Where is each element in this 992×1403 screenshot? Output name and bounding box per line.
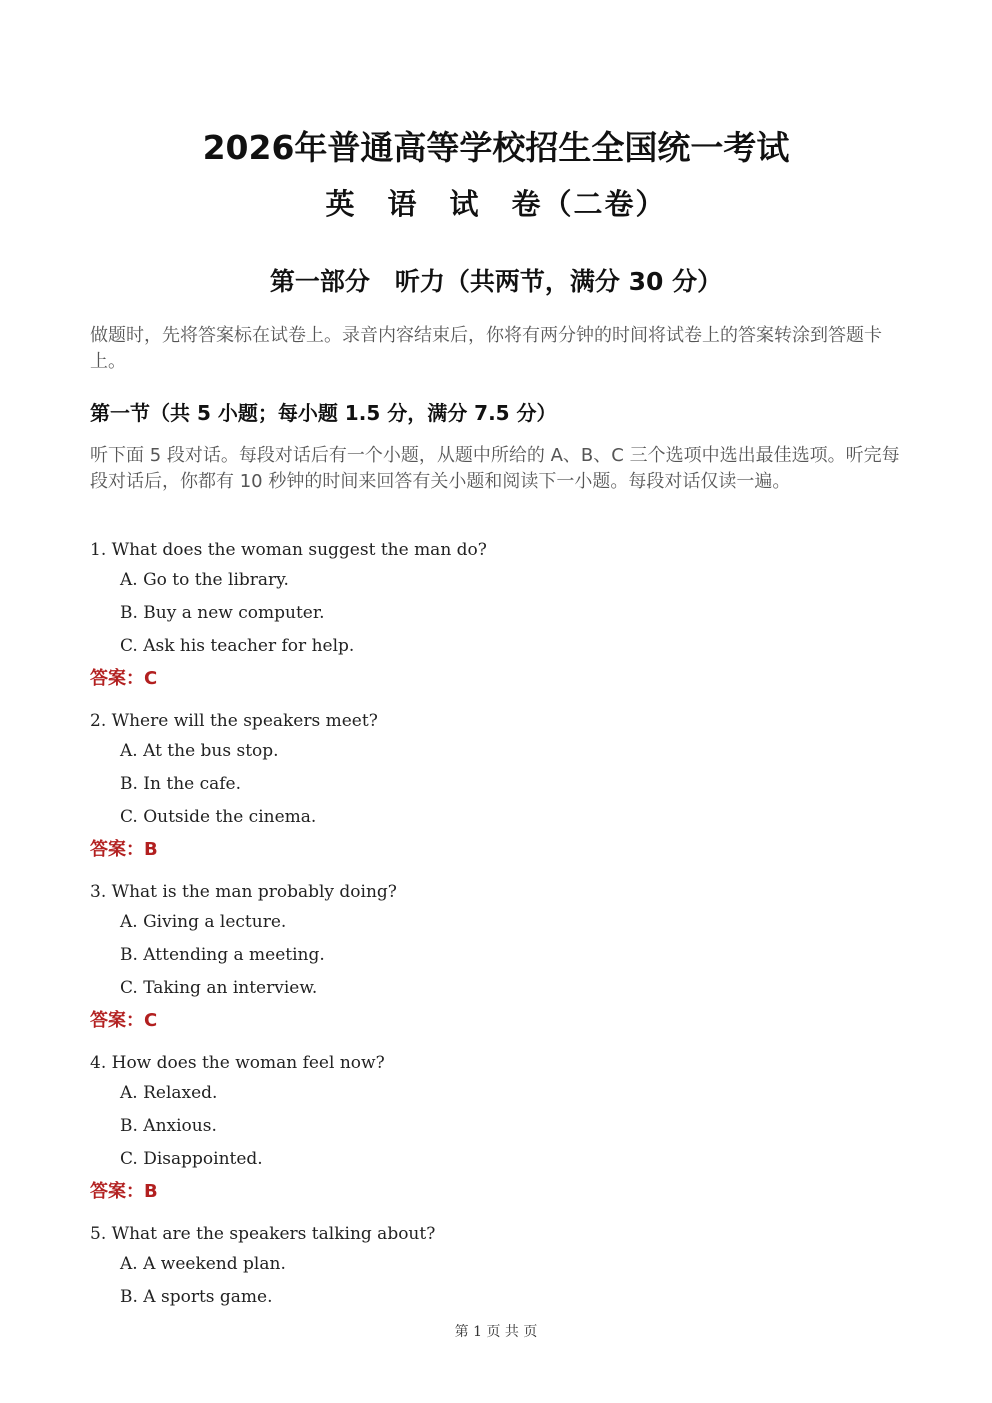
question-2-option-c: C. Outside the cinema.: [120, 807, 317, 827]
question-3-option-b: B. Attending a meeting.: [120, 945, 325, 965]
question-2-answer: 答案：B: [90, 839, 158, 860]
part1-heading: 第一部分 听力（共两节，满分 30 分）: [269, 267, 723, 296]
question-5-stem: 5. What are the speakers talking about?: [90, 1224, 436, 1244]
page-footer: 第 1 页 共 页: [454, 1324, 538, 1340]
section1-instruction: 听下面 5 段对话。每段对话后有一个小题，从题中所给的 A、B、C 三个选项中选出最佳选项。听完每段对话后，你都有 10 秒钟的时间来回答有关小题和阅读下一小题。每段对话仅读一遍。: [90, 445, 900, 492]
exam-title: 2026年普通高等学校招生全国统一考试: [202, 128, 790, 167]
section1-heading: 第一节（共 5 小题；每小题 1.5 分，满分 7.5 分）: [90, 401, 557, 425]
exam-subtitle: 英 语 试 卷（二卷）: [325, 187, 667, 221]
question-4-option-b: B. Anxious.: [120, 1116, 217, 1136]
question-5-option-b: B. A sports game.: [120, 1287, 273, 1307]
question-3-option-a: A. Giving a lecture.: [120, 912, 287, 932]
question-1-option-b: B. Buy a new computer.: [120, 603, 325, 623]
question-2-stem: 2. Where will the speakers meet?: [90, 711, 378, 731]
question-3-option-c: C. Taking an interview.: [120, 978, 318, 998]
part1-instruction: 做题时，先将答案标在试卷上。录音内容结束后，你将有两分钟的时间将试卷上的答案转涂到答题卡上。: [90, 325, 882, 372]
question-1-answer: 答案：C: [90, 668, 158, 689]
question-2-option-b: B. In the cafe.: [120, 774, 242, 794]
question-4-option-c: C. Disappointed.: [120, 1149, 263, 1169]
question-4-option-a: A. Relaxed.: [120, 1083, 218, 1103]
question-4-answer: 答案：B: [90, 1181, 158, 1202]
question-1-option-c: C. Ask his teacher for help.: [120, 636, 355, 656]
question-4-stem: 4. How does the woman feel now?: [90, 1053, 385, 1073]
question-3-answer: 答案：C: [90, 1010, 158, 1031]
question-1-stem: 1. What does the woman suggest the man do?: [90, 540, 487, 560]
question-5-option-a: A. A weekend plan.: [120, 1254, 286, 1274]
question-1-option-a: A. Go to the library.: [120, 570, 289, 590]
question-2-option-a: A. At the bus stop.: [120, 741, 279, 761]
question-3-stem: 3. What is the man probably doing?: [90, 882, 397, 902]
